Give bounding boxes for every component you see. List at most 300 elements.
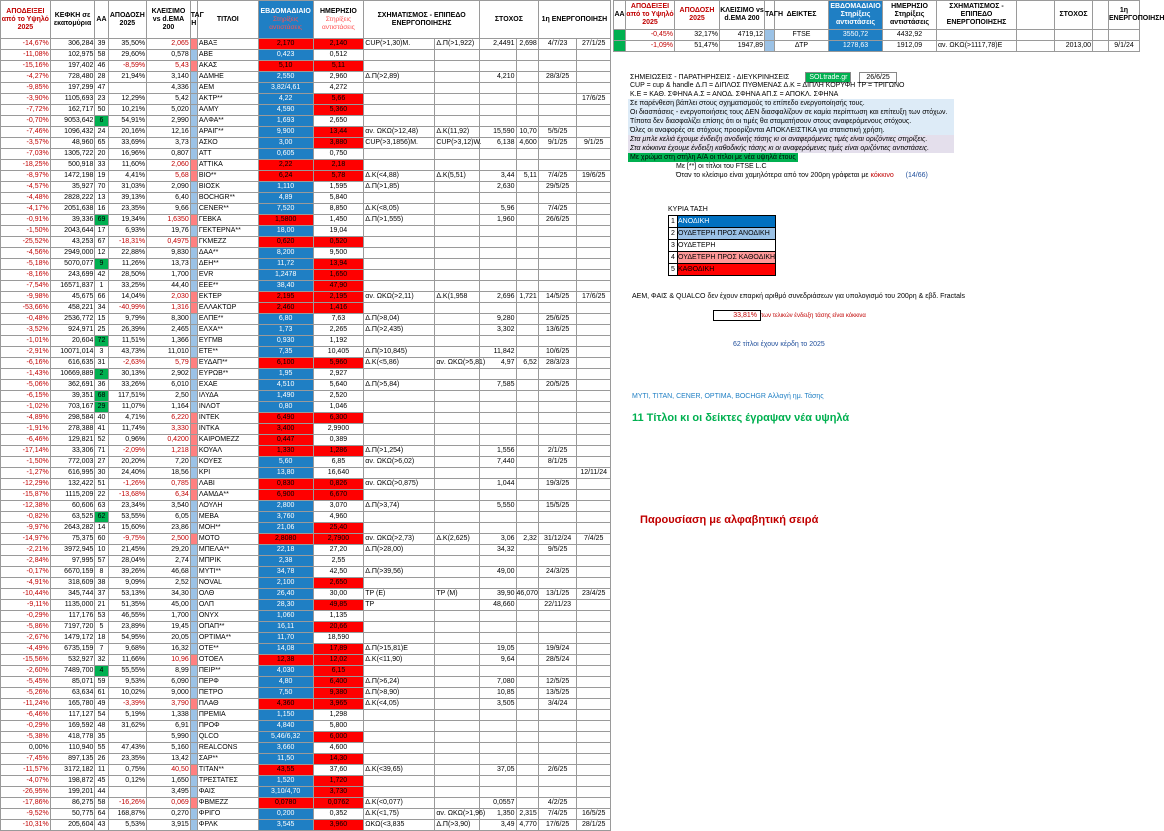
cell-dist-high: -3,52% [1,325,51,336]
cell-ret: 11,66% [108,655,147,666]
cell-title: ΤΡΕΣΤΑΤΕΣ [197,776,258,787]
cell-keff: 5070,077 [50,259,95,270]
cell-daily: 6,15 [313,666,364,677]
table-row [1,446,611,457]
cell-target: 1,960 [479,215,516,226]
cell-activation-2 [577,259,611,270]
cell-target [479,787,516,798]
cell-pattern [364,116,435,127]
table-row [1,589,611,600]
cell-tag [190,248,197,259]
cell-dist-high: -1,50% [1,457,51,468]
cell-daily: 5,840 [313,193,364,204]
cell-ret: 53,55% [108,512,147,523]
cell-tag [190,523,197,534]
index-cell-ema: 1947,89 [720,41,765,52]
cell-close-ema: 46,68 [147,567,191,578]
cell-pattern-2: αν. ΩΚΩ(>1,96) [435,809,480,820]
cell-daily: 0,352 [313,809,364,820]
cell-close-ema: 0,807 [147,149,191,160]
cell-ret: 4,71% [108,413,147,424]
cell-dist-high: -15,56% [1,655,51,666]
table-row [1,743,611,754]
cell-target: 19,05 [479,644,516,655]
cell-aa: 61 [95,688,108,699]
cell-target-2 [516,699,538,710]
cell-pattern [364,666,435,677]
cell-title: ΠΕΡΦ [197,677,258,688]
cell-activation-2 [577,798,611,809]
legend-title: ΚΥΡΙΑ ΤΑΣΗ [668,206,708,213]
cell-pattern [364,303,435,314]
cell-close-ema: 1,218 [147,446,191,457]
cell-pattern: αν. ΩΚΩ(>12,48) [364,127,435,138]
cell-title: ΕΤΕ** [197,347,258,358]
cell-tag [190,193,197,204]
table-row [1,809,611,820]
cell-dist-high: -12,29% [1,479,51,490]
cell-keff: 129,821 [50,435,95,446]
cell-activation: 24/3/25 [538,567,577,578]
cell-target [479,116,516,127]
table-row [1,479,611,490]
cell-keff: 10669,889 [50,369,95,380]
table-row [1,402,611,413]
cell-keff: 85,071 [50,677,95,688]
cell-dist-high: -17,86% [1,798,51,809]
cell-ret: 5,53% [108,820,147,831]
cell-keff: 616,995 [50,468,95,479]
cell-activation: 4/2/25 [538,798,577,809]
cell-weekly: 7,35 [258,347,313,358]
cell-close-ema: 2,465 [147,325,191,336]
cell-dist-high: -0,82% [1,512,51,523]
cell-close-ema: 0,578 [147,50,191,61]
cell-target [479,622,516,633]
cell-close-ema: 2,74 [147,556,191,567]
cell-dist-high: -7,46% [1,127,51,138]
cell-tag [190,226,197,237]
cell-ret: 35,50% [108,39,147,50]
cell-pattern: Δ.Π(>8,90) [364,688,435,699]
cell-close-ema: 5,43 [147,61,191,72]
cell-pattern: Δ.Κ(<4,88) [364,171,435,182]
cell-keff: 6735,159 [50,644,95,655]
cell-activation-2 [577,699,611,710]
cell-tag [190,325,197,336]
cell-daily: 1,416 [313,303,364,314]
cell-tag [190,204,197,215]
cell-aa: 44 [95,787,108,798]
cell-close-ema: 19,45 [147,622,191,633]
cell-daily: 0,512 [313,50,364,61]
cell-title: REALCONS [197,743,258,754]
table-row [1,127,611,138]
cell-close-ema: 5,42 [147,94,191,105]
cell-activation-2: 27/1/25 [577,39,611,50]
cell-aa: 16 [95,204,108,215]
cell-target-2 [516,677,538,688]
index-col-header: ΑΠΟΔΕΙΞΕΙ από το Υψηλό 2025 [626,1,675,30]
cell-activation: 2/6/25 [538,765,577,776]
cell-aa: 69 [95,215,108,226]
cell-title: ΕΧΑΕ [197,380,258,391]
table-row [1,776,611,787]
cell-target [479,710,516,721]
cell-pattern-2 [435,314,480,325]
cell-title: ΛΑΒΙ [197,479,258,490]
notes-abbr1: CUP = cup & handle Δ.Π = ΔΙΠΛΟΣ ΠΥΘΜΕΝΑΣ Δ.Κ = ΔΙΠΛΗ ΚΟΡΥΦΗ TP = ΤΡΙΓΩΝΟ [630,82,905,89]
cell-weekly: 1,2478 [258,270,313,281]
cell-keff: 197,402 [50,61,95,72]
cell-target: 49,00 [479,567,516,578]
cell-daily: 4,600 [313,743,364,754]
cell-aa: 48 [95,721,108,732]
cell-dist-high: -6,15% [1,391,51,402]
cell-close-ema: 5,990 [147,732,191,743]
cell-target-2 [516,798,538,809]
cell-weekly: 1,73 [258,325,313,336]
notes-line-1: Σε παρένθεση βάπλει στους σχηματισμούς το επίπεδο ενεργοποίησής τους. [628,99,954,108]
cell-ret: -3,39% [108,699,147,710]
cell-close-ema: 2,52 [147,578,191,589]
cell-target-2 [516,611,538,622]
cell-dist-high: -18,25% [1,160,51,171]
cell-ret: 53,13% [108,589,147,600]
table-row [1,413,611,424]
cell-ret: 4,41% [108,171,147,182]
cell-pattern-2 [435,787,480,798]
alphabetical-note: Παρουσίαση με αλφαβητική σειρά [640,514,819,526]
cell-ret: -1,26% [108,479,147,490]
cell-target-2 [516,446,538,457]
index-col-header: ΕΒΔΟΜΑΔΙΑΙΟ Στηρίξεις αντιστάσεις [829,1,883,30]
cell-aa: 15 [95,314,108,325]
cell-activation-2 [577,578,611,589]
cell-target-2 [516,83,538,94]
cell-close-ema: 2,902 [147,369,191,380]
cell-activation [538,303,577,314]
col-keff: ΚΕΦΚΗ σε εκατομύρια [50,1,95,39]
cell-keff: 10071,014 [50,347,95,358]
cell-pattern-2 [435,248,480,259]
cell-activation: 10/6/25 [538,347,577,358]
cell-pattern: Δ.Κ(<1,75) [364,809,435,820]
cell-daily: 6,85 [313,457,364,468]
cell-weekly: 0,930 [258,336,313,347]
cell-daily: 2,960 [313,72,364,83]
cell-target: 7,440 [479,457,516,468]
cell-target-2 [516,512,538,523]
cell-target-2 [516,666,538,677]
cell-aa: 43 [95,820,108,831]
cell-title: ΑΚΤΡ** [197,94,258,105]
cell-pattern-2 [435,710,480,721]
cell-aa: 19 [95,171,108,182]
cell-pattern-2 [435,622,480,633]
cell-weekly: 7,50 [258,688,313,699]
cell-activation-2 [577,710,611,721]
cell-aa: 51 [95,479,108,490]
cell-close-ema: 19,76 [147,226,191,237]
cell-activation-2 [577,182,611,193]
cell-target-2 [516,369,538,380]
legend-number: 5 [669,264,678,276]
cell-activation [538,732,577,743]
cell-dist-high: -2,67% [1,633,51,644]
cell-daily: 42,50 [313,567,364,578]
cell-daily: 0,750 [313,149,364,160]
notes-line-2: Οι διασπάσεις - ενεργοποιήσεις τους ΔΕΝ διασφαλίζουν σε καμία περίπτωση και επίτευξη των στόχων. [628,108,954,117]
table-row [1,435,611,446]
cell-ret: 21,45% [108,545,147,556]
cell-dist-high: -7,72% [1,105,51,116]
cell-close-ema: 5,79 [147,358,191,369]
cell-keff: 1305,722 [50,149,95,160]
cell-target: 48,660 [479,600,516,611]
cell-close-ema: 20,05 [147,633,191,644]
cell-activation [538,149,577,160]
legend-label: ΚΑΘΟΔΙΚΗ [678,264,776,276]
cell-weekly: 6,24 [258,171,313,182]
cell-title: ΦΒΜΕΖΖ [197,798,258,809]
cell-title: ΠΛΑΘ [197,699,258,710]
cell-weekly: 18,00 [258,226,313,237]
cell-target-2 [516,380,538,391]
cell-close-ema: 45,00 [147,600,191,611]
cell-keff: 1472,198 [50,171,95,182]
table-row [1,787,611,798]
cell-close-ema: 0,270 [147,809,191,820]
cell-target [479,721,516,732]
cell-dist-high: -15,16% [1,61,51,72]
cell-keff: 897,135 [50,754,95,765]
new-highs-note: 11 Τίτλοι κι οι δείκτες έγραψαν νέα υψηλά [632,412,850,424]
cell-daily: 3,965 [313,699,364,710]
cell-title: ΟΤΕ** [197,644,258,655]
cell-daily: 49,85 [313,600,364,611]
cell-tag [190,94,197,105]
cell-target: 34,32 [479,545,516,556]
cell-daily: 0,520 [313,237,364,248]
cell-keff: 2828,222 [50,193,95,204]
cell-target-2 [516,435,538,446]
cell-aa: 62 [95,512,108,523]
cell-close-ema: 9,830 [147,248,191,259]
cell-daily: 47,90 [313,281,364,292]
cell-keff: 97,995 [50,556,95,567]
cell-target-2 [516,193,538,204]
index-cell-daily: 1912,09 [883,41,937,52]
cell-target-2 [516,336,538,347]
cell-tag [190,545,197,556]
cell-activation-2 [577,545,611,556]
cell-ret [108,83,147,94]
cell-pattern [364,50,435,61]
cell-close-ema: 13,42 [147,754,191,765]
cell-aa: 9 [95,259,108,270]
cell-keff: 3172,182 [50,765,95,776]
cell-keff: 1115,209 [50,490,95,501]
index-col-header: ΗΜΕΡΗΣΙΟ Στηρίξεις αντιστάσεις [883,1,937,30]
notes-date: 26/6/25 [859,72,896,83]
cell-daily: 27,20 [313,545,364,556]
cell-pattern: Δ.Π(>10,845) [364,347,435,358]
cell-keff: 60,606 [50,501,95,512]
cell-activation-2 [577,721,611,732]
cell-title: ΔΕΗ** [197,259,258,270]
cell-target: 39,90 [479,589,516,600]
cell-target: 3,505 [479,699,516,710]
cell-activation: 26/6/25 [538,215,577,226]
cell-ret: 28,50% [108,270,147,281]
index-col-header: ΤΑΓΗ [765,1,775,30]
cell-activation [538,281,577,292]
cell-title: CENER** [197,204,258,215]
table-row [1,292,611,303]
cell-dist-high: -4,91% [1,578,51,589]
cell-keff: 198,872 [50,776,95,787]
cell-target-2 [516,303,538,314]
table-row [1,545,611,556]
cell-pattern: Δ.Π(>2,89) [364,72,435,83]
cell-dist-high: -9,52% [1,809,51,820]
cell-weekly: 1,693 [258,116,313,127]
cell-tag [190,600,197,611]
cell-aa: 24 [95,127,108,138]
cell-activation-2 [577,204,611,215]
cell-target [479,468,516,479]
cell-pattern [364,732,435,743]
cell-ret: 43,73% [108,347,147,358]
cell-aa: 34 [95,303,108,314]
cell-pattern-2: TP (M) [435,589,480,600]
red-pct-label: των τελικών ένδειξη τάσης είναι κόκκινα [761,313,866,319]
cell-title: ΚΡΙ [197,468,258,479]
cell-title: ΠΡΕΜΙΑ [197,710,258,721]
cell-activation-2: 17/6/25 [577,94,611,105]
cell-activation-2 [577,380,611,391]
cell-activation [538,61,577,72]
table-row [1,215,611,226]
cell-activation-2 [577,479,611,490]
cell-title: ΜΟΤΟ [197,534,258,545]
cell-weekly: 4,360 [258,699,313,710]
cell-pattern: CUP(>1,30)M. [364,39,435,50]
cell-keff: 362,691 [50,380,95,391]
cell-daily: 5,11 [313,61,364,72]
cell-pattern [364,611,435,622]
cell-pattern [364,402,435,413]
table-row [1,699,611,710]
index-row [614,41,1140,52]
cell-pattern: αν. ΩΚΩ(>2,73) [364,534,435,545]
cell-pattern-2 [435,215,480,226]
cell-ret: 117,51% [108,391,147,402]
index-table [613,0,1164,52]
cell-target-2 [516,710,538,721]
cell-keff: 16571,837 [50,281,95,292]
cell-pattern-2 [435,765,480,776]
cell-weekly: 4,80 [258,677,313,688]
cell-activation [538,512,577,523]
cell-activation-2: 23/4/25 [577,589,611,600]
cell-aa: 35 [95,732,108,743]
cell-aa: 72 [95,336,108,347]
cell-tag [190,72,197,83]
cell-activation-2 [577,391,611,402]
cell-daily: 5,640 [313,380,364,391]
cell-close-ema: 6,34 [147,490,191,501]
cell-pattern-2 [435,446,480,457]
table-row [1,666,611,677]
cell-dist-high: -1,50% [1,226,51,237]
cell-pattern-2 [435,677,480,688]
cell-weekly: 1,060 [258,611,313,622]
cell-weekly: 43,55 [258,765,313,776]
cell-tag [190,160,197,171]
cell-keff: 33,306 [50,446,95,457]
table-row [1,754,611,765]
cell-keff: 418,778 [50,732,95,743]
cell-activation-2 [577,116,611,127]
cell-tag [190,303,197,314]
cell-weekly: 6,900 [258,490,313,501]
cell-weekly: 4,22 [258,94,313,105]
cell-close-ema: 3,73 [147,138,191,149]
cell-tag [190,820,197,831]
cell-pattern-2 [435,721,480,732]
cell-target-2 [516,468,538,479]
table-row [1,468,611,479]
cell-pattern [364,259,435,270]
cell-dist-high: -5,45% [1,677,51,688]
cell-pattern-2 [435,281,480,292]
cell-activation: 25/6/25 [538,314,577,325]
cell-ret: 5,19% [108,710,147,721]
cell-target [479,259,516,270]
index-cell-blank-2 [1093,41,1109,52]
cell-activation: 13/5/25 [538,688,577,699]
cell-target-2 [516,754,538,765]
cell-dist-high: -7,03% [1,149,51,160]
index-cell-pattern: αν. ΩΚΩ(>1117,78)E [937,41,1017,52]
cell-target [479,556,516,567]
cell-daily: 37,60 [313,765,364,776]
cell-target: 2,696 [479,292,516,303]
cell-pattern: Δ.Π(>1,254) [364,446,435,457]
cell-dist-high: -0,91% [1,215,51,226]
cell-weekly: 0,200 [258,809,313,820]
table-row [1,149,611,160]
cell-pattern-2 [435,226,480,237]
cell-tag [190,776,197,787]
cell-pattern-2 [435,182,480,193]
cell-daily: 1,286 [313,446,364,457]
cell-weekly: 1,150 [258,710,313,721]
cell-ret: 21,94% [108,72,147,83]
cell-target: 1,044 [479,479,516,490]
cell-daily: 18,590 [313,633,364,644]
cell-activation: 17/6/25 [538,820,577,831]
cell-pattern [364,776,435,787]
cell-activation-2 [577,512,611,523]
table-row [1,94,611,105]
cell-title: ΛΑΜΔΑ** [197,490,258,501]
cell-close-ema: 2,065 [147,39,191,50]
cell-weekly: 0,620 [258,237,313,248]
cell-close-ema: 44,40 [147,281,191,292]
